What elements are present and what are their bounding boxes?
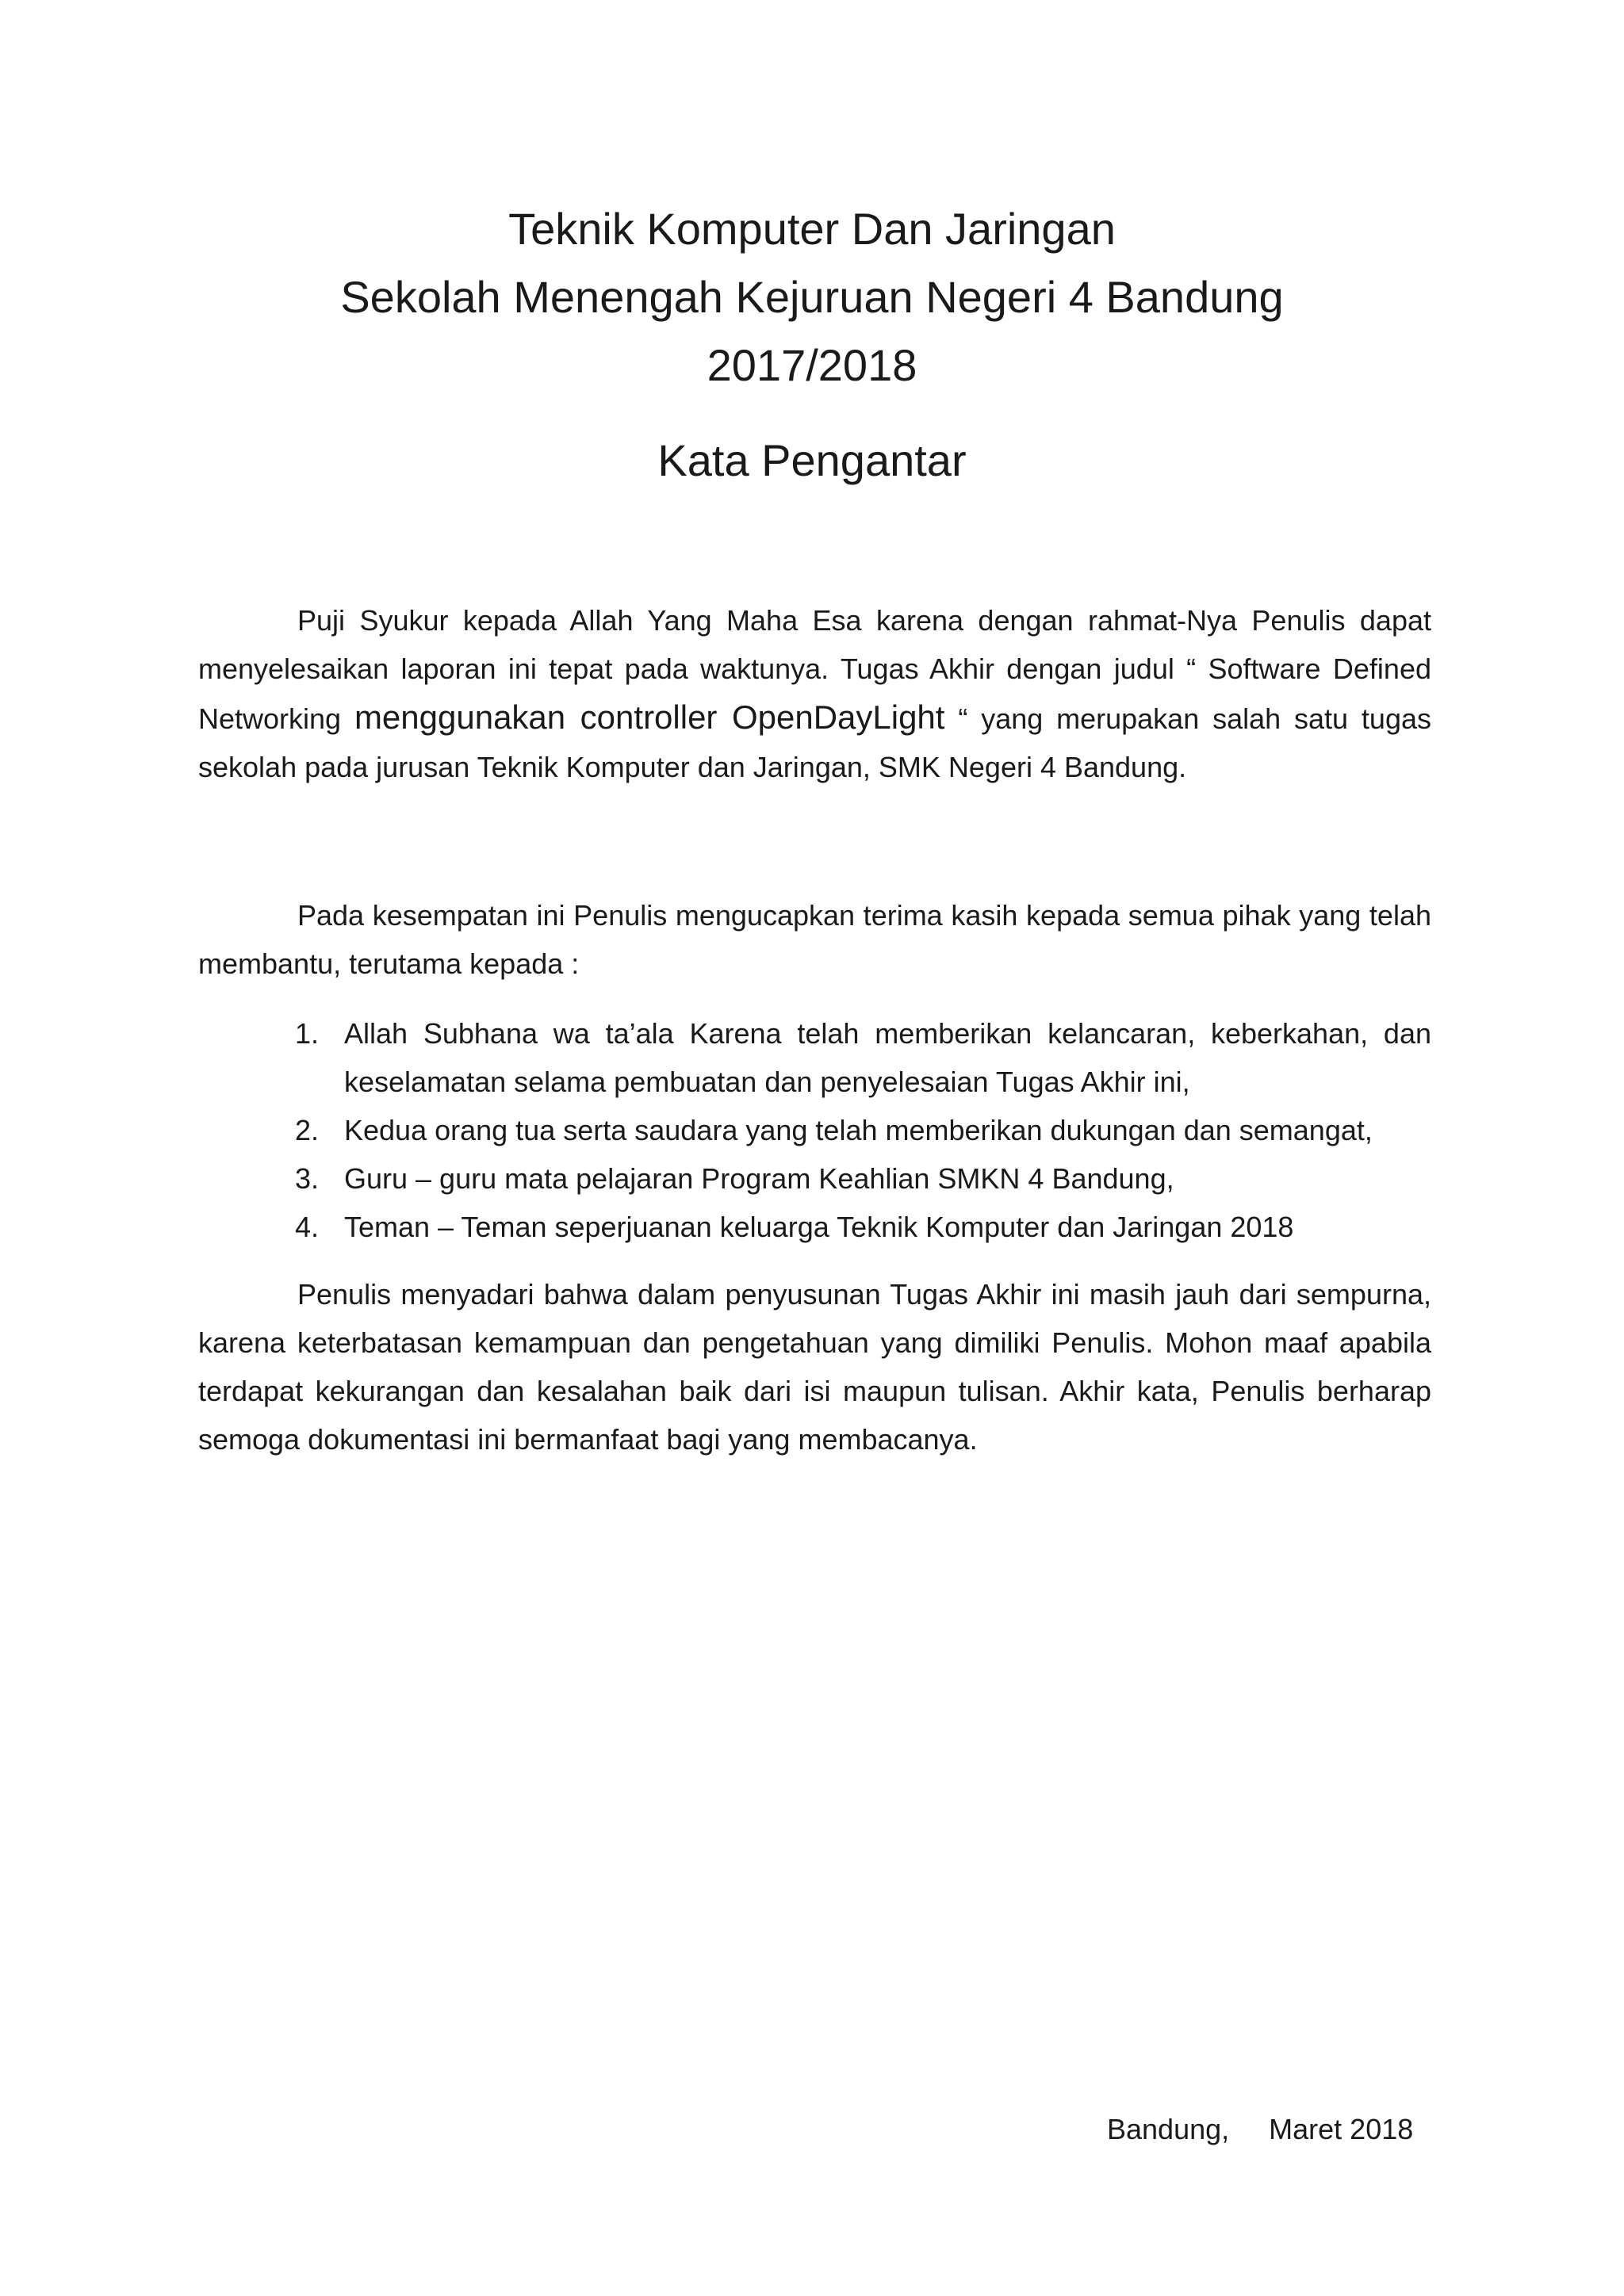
paragraph-intro — [198, 596, 1431, 791]
page-title: Kata Pengantar — [657, 435, 967, 485]
list-item-number: 1. — [295, 1017, 320, 1050]
paragraph-closing: Penulis menyadari bahwa dalam penyusunan Tugas Akhir ini masih jauh dari sempurna, karena keterbatasan kemampuan dan pengetahuan yang dimiliki Penulis. Mohon maaf apabila terdapat kekurangan dan kesalahan baik dari isi maupun tulisan. Akhir kata, Penulis berharap semoga dokumentasi ini bermanfaat bagi yang membacanya. — [198, 1278, 1431, 1456]
list-item — [295, 1203, 1431, 1251]
list-item-text: Guru – guru mata pelajaran Program Keahlian SMKN 4 Bandung, — [344, 1162, 1174, 1195]
paragraph-intro-part3: “ yang merupakan salah satu tugas sekolah pada jurusan Teknik Komputer dan Jaringan, SMK Negeri 4 Bandung. — [198, 702, 1431, 783]
header-program: Teknik Komputer Dan Jaringan — [508, 204, 1116, 254]
signature-place-date: Bandung, Maret 2018 — [1107, 2113, 1414, 2145]
paragraph-thanks: Pada kesempatan ini Penulis mengucapkan terima kasih kepada semua pihak yang telah membantu, terutama kepada : — [198, 899, 1431, 980]
list-item-text: Allah Subhana wa ta’ala Karena telah memberikan kelancaran, keberkahan, dan keselamatan selama pembuatan dan penyelesaian Tugas Akhir ini, — [344, 1017, 1431, 1098]
list-item-number: 2. — [295, 1114, 320, 1146]
list-item — [295, 1154, 1431, 1203]
paragraph-intro-part1: Puji Syukur kepada Allah Yang Maha Esa karena dengan rahmat-Nya Penulis dapat menyelesaikan laporan ini tepat pada waktunya. Tugas Akhir dengan judul “ Software Defined Networking — [198, 604, 1431, 735]
list-item — [295, 1106, 1431, 1154]
header-school: Sekolah Menengah Kejuruan Negeri 4 Bandung — [340, 272, 1284, 322]
paragraph-intro-title-emphasis: menggunakan controller OpenDayLight — [354, 698, 945, 736]
header-year: 2017/2018 — [707, 340, 917, 390]
document-header — [0, 195, 1624, 400]
list-item-number: 4. — [295, 1211, 320, 1243]
thanks-list — [295, 1009, 1431, 1251]
list-item — [295, 1009, 1431, 1106]
list-item-text: Kedua orang tua serta saudara yang telah memberikan dukungan dan semangat, — [344, 1114, 1373, 1146]
list-item-text: Teman – Teman seperjuanan keluarga Teknik Komputer dan Jaringan 2018 — [344, 1211, 1294, 1243]
list-item-number: 3. — [295, 1162, 320, 1195]
